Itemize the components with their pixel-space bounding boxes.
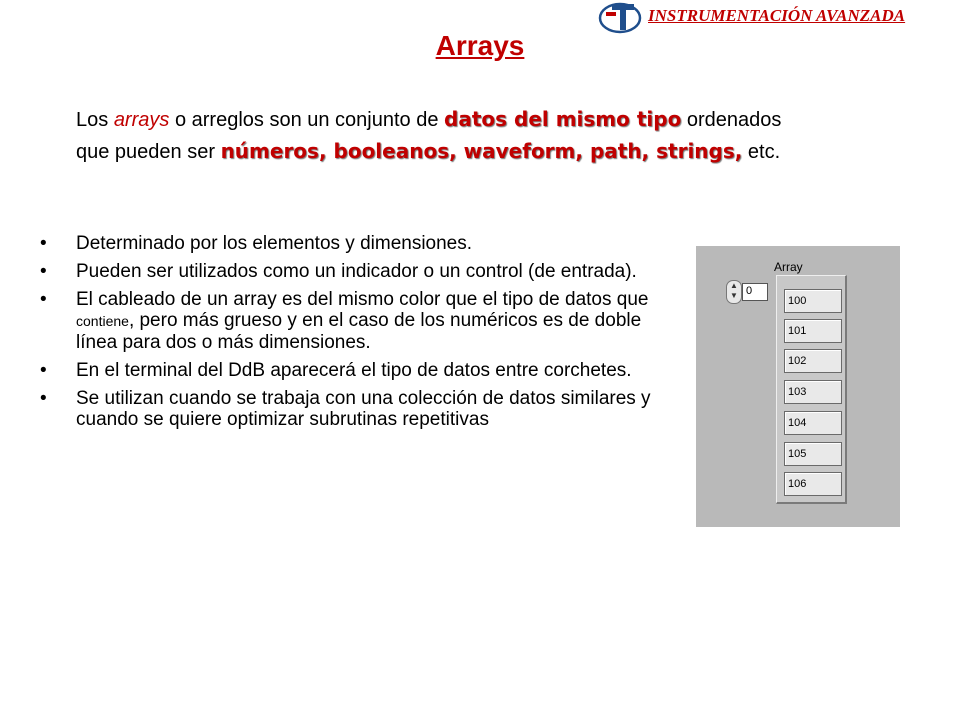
bullet-text: , pero más grueso y en el caso de los numéricos es de doble línea para dos o más dimensiones. bbox=[76, 310, 642, 353]
array-label: Array bbox=[774, 260, 803, 274]
array-control-panel bbox=[696, 246, 900, 527]
bullet-item bbox=[40, 289, 656, 353]
page-title: Arrays bbox=[435, 30, 525, 61]
index-display[interactable]: 0 bbox=[742, 283, 768, 301]
array-element[interactable]: 104 bbox=[784, 411, 842, 435]
bullet-text: Se utilizan cuando se trabaja con una colección de datos similares y cuando se quiere optimizar subrutinas repetitivas bbox=[76, 388, 651, 430]
bullet-marker: • bbox=[40, 233, 47, 254]
intro-text: Los bbox=[76, 109, 114, 131]
intro-paragraph bbox=[76, 104, 916, 168]
array-element[interactable]: 103 bbox=[784, 380, 842, 404]
bullet-item bbox=[40, 388, 656, 430]
intro-highlight: arrays bbox=[113, 109, 170, 131]
intro-highlight: datos del mismo tipo bbox=[444, 107, 682, 131]
index-spinner[interactable]: ▲ ▼ bbox=[726, 280, 742, 304]
intro-text: etc. bbox=[742, 141, 781, 163]
bullet-marker: • bbox=[40, 388, 47, 409]
bullet-item bbox=[40, 233, 656, 254]
intro-text: ordenados bbox=[681, 109, 782, 131]
bullet-marker: • bbox=[40, 360, 47, 381]
bullet-text: Pueden ser utilizados como un indicador o un control (de entrada). bbox=[76, 261, 637, 282]
faculty-logo bbox=[598, 0, 644, 34]
course-header: INSTRUMENTACIÓN AVANZADA bbox=[648, 6, 906, 25]
array-element[interactable]: 100 bbox=[784, 289, 842, 313]
array-element[interactable]: 101 bbox=[784, 319, 842, 343]
bullet-text: En el terminal del DdB aparecerá el tipo de datos entre corchetes. bbox=[76, 360, 632, 381]
array-element[interactable]: 105 bbox=[784, 442, 842, 466]
bullet-marker: • bbox=[40, 261, 47, 282]
bullet-text: Determinado por los elementos y dimensiones. bbox=[76, 233, 473, 254]
bullet-item bbox=[40, 261, 656, 282]
intro-text: o arreglos son un conjunto de bbox=[169, 109, 445, 131]
bullet-item bbox=[40, 360, 656, 381]
array-element[interactable]: 102 bbox=[784, 349, 842, 373]
bullet-marker: • bbox=[40, 289, 47, 310]
intro-text: que pueden ser bbox=[76, 141, 221, 163]
bullet-text: El cableado de un array es del mismo color que el tipo de datos que bbox=[76, 289, 649, 310]
intro-highlight: números, booleanos, waveform, path, strings, bbox=[220, 139, 743, 163]
array-element[interactable]: 106 bbox=[784, 472, 842, 496]
bullet-list bbox=[40, 233, 656, 437]
bullet-text: contiene bbox=[76, 313, 129, 329]
